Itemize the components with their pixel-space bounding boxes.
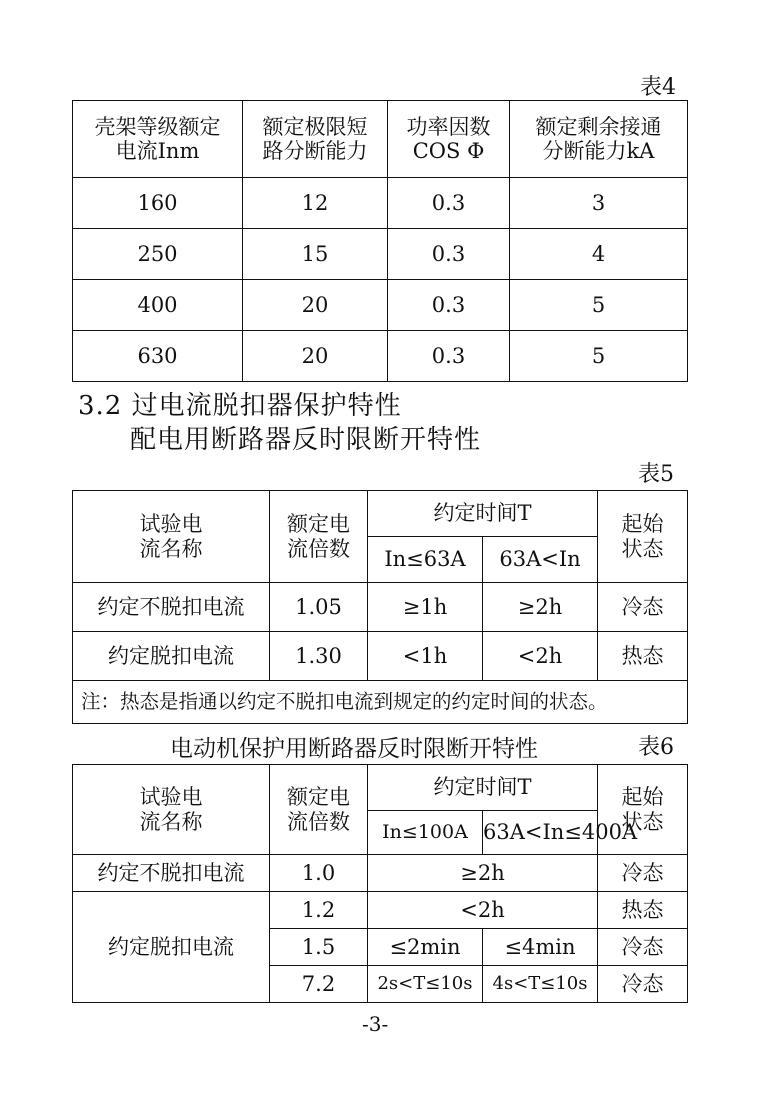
table-cell: 15 (243, 229, 388, 280)
table-cell: 2s<T≤10s (368, 966, 483, 1003)
table-cell: ≥2h (483, 583, 598, 632)
page-number: -3- (362, 1012, 389, 1036)
table6-header-state: 起始 状态 (598, 765, 688, 855)
table4 (72, 100, 688, 382)
table5-subheader-cell: 63A<In (483, 537, 598, 583)
table-cell: 5 (510, 280, 688, 331)
table4-header-cell: 功率因数 COS Φ (388, 101, 510, 178)
table-cell: 冷态 (598, 966, 688, 1003)
table-cell: 5 (510, 331, 688, 382)
table6-subheader-cell: In≤100A (368, 811, 483, 855)
table-cell: 4s<T≤10s (483, 966, 598, 1003)
table-cell: 400 (73, 280, 243, 331)
table-cell: 250 (73, 229, 243, 280)
table-cell: 约定不脱扣电流 (73, 583, 270, 632)
table4-header-cell: 额定极限短 路分断能力 (243, 101, 388, 178)
table6-header-name: 试验电 流名称 (73, 765, 270, 855)
table6 (72, 764, 688, 1003)
table6-header-time: 约定时间T (368, 765, 598, 811)
table4-header-cell: 壳架等级额定 电流Inm (73, 101, 243, 178)
section-subtitle: 配电用断路器反时限断开特性 (130, 425, 482, 455)
table-cell: ≤4min (483, 929, 598, 966)
table-cell: 3 (510, 178, 688, 229)
table-row (73, 583, 688, 632)
table-cell: 7.2 (270, 966, 368, 1003)
table-row (73, 178, 688, 229)
table-cell: 约定脱扣电流 (73, 892, 270, 1003)
table-cell: 1.2 (270, 892, 368, 929)
table-cell: 630 (73, 331, 243, 382)
table-cell: 20 (243, 331, 388, 382)
table-cell: 20 (243, 280, 388, 331)
table-row (73, 229, 688, 280)
table-cell: <1h (368, 632, 483, 681)
table6-header-mult: 额定电 流倍数 (270, 765, 368, 855)
table4-header-cell: 额定剩余接通 分断能力kA (510, 101, 688, 178)
table-row (73, 280, 688, 331)
table5-header-mult: 额定电 流倍数 (270, 491, 368, 583)
table6-subheader-cell: 63A<In≤400A (483, 811, 598, 855)
table5-header-row (73, 491, 688, 537)
table5-note: 注：热态是指通以约定不脱扣电流到规定的约定时间的状态。 (73, 681, 688, 724)
section-title: 3.2 过电流脱扣器保护特性 (78, 391, 402, 421)
table5-header-name: 试验电 流名称 (73, 491, 270, 583)
table-row (73, 632, 688, 681)
table6-header-row (73, 765, 688, 811)
table-cell: <2h (368, 892, 598, 929)
table-cell: 1.0 (270, 855, 368, 892)
table-cell: 4 (510, 229, 688, 280)
table5-note-row (73, 681, 688, 724)
table-cell: ≥2h (368, 855, 598, 892)
table5-caption: 表5 (638, 462, 674, 487)
table-cell: ≥1h (368, 583, 483, 632)
table-cell: 160 (73, 178, 243, 229)
table5-header-state: 起始 状态 (598, 491, 688, 583)
table-row (73, 855, 688, 892)
table-cell: 0.3 (388, 280, 510, 331)
table-cell: 约定脱扣电流 (73, 632, 270, 681)
table-cell: 约定不脱扣电流 (73, 855, 270, 892)
table-cell: 冷态 (598, 583, 688, 632)
table5-subheader-cell: In≤63A (368, 537, 483, 583)
table-row (73, 331, 688, 382)
table-cell: 0.3 (388, 178, 510, 229)
table-cell: ≤2min (368, 929, 483, 966)
table-cell: 12 (243, 178, 388, 229)
table-cell: 冷态 (598, 855, 688, 892)
table-cell: 热态 (598, 632, 688, 681)
table-cell: 1.05 (270, 583, 368, 632)
table4-header-row (73, 101, 688, 178)
table-cell: 1.5 (270, 929, 368, 966)
table-cell: 0.3 (388, 229, 510, 280)
table-cell: <2h (483, 632, 598, 681)
table-cell: 0.3 (388, 331, 510, 382)
table-cell: 冷态 (598, 929, 688, 966)
table5-header-time: 约定时间T (368, 491, 598, 537)
table-row (73, 892, 688, 929)
table-cell: 1.30 (270, 632, 368, 681)
table5 (72, 490, 688, 724)
table6-caption: 表6 (638, 735, 674, 760)
table6-title: 电动机保护用断路器反时限断开特性 (170, 736, 538, 762)
table4-caption: 表4 (640, 75, 676, 100)
table-cell: 热态 (598, 892, 688, 929)
